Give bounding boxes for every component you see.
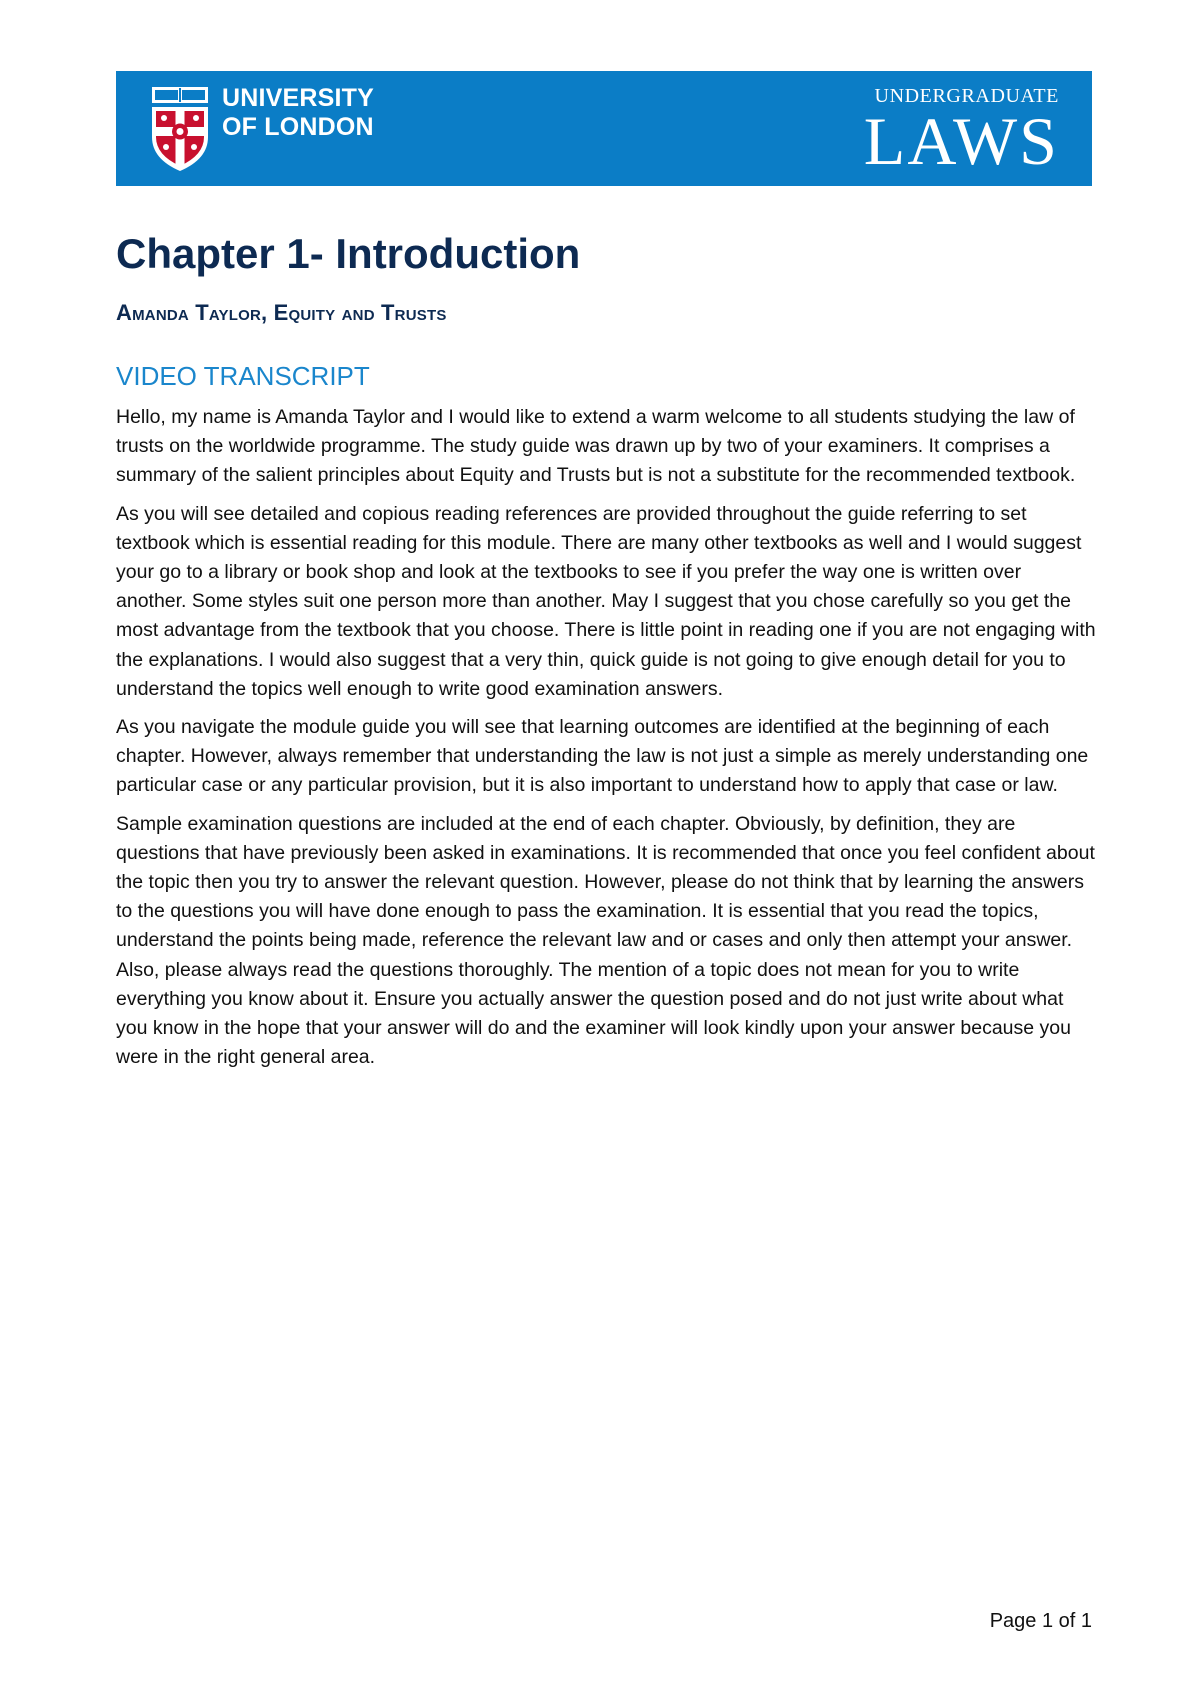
- university-crest-icon: [148, 85, 212, 173]
- transcript-paragraph: Hello, my name is Amanda Taylor and I would like to extend a warm welcome to all students studying the law of trusts on the worldwide programme. The study guide was drawn up by two of your examiners. It comprises a summary of the salient principles about Equity and Trusts but is not a substitute for the recommended textbook.: [116, 406, 1076, 487]
- university-logo-text: [222, 84, 374, 142]
- author-subtitle: Amanda Taylor, Equity and Trusts: [116, 300, 447, 325]
- section-heading: VIDEO TRANSCRIPT: [116, 361, 370, 391]
- page-number: Page 1 of 1: [989, 1610, 1092, 1632]
- university-name-line1: UNIVERSITY: [222, 84, 375, 112]
- university-name-line2: OF LONDON: [222, 113, 374, 141]
- header-banner: [116, 71, 1092, 186]
- transcript-paragraph: As you will see detailed and copious reading references are provided throughout the guide referring to set textbook which is essential reading for this module. There are many other textbooks as well and I would suggest your go to a library or book shop and look at the textbooks to see if you prefer the way one is written over another. Some styles suit one person more than another. May I suggest that you chose carefully so you get the most advantage from the textbook that you choose. There is little point in reading one if you are not engaging with the explanations. I would also suggest that a very thin, quick guide is not going to give enough detail for you to understand the topics well enough to write good examination answers.: [116, 502, 1096, 700]
- programme-label-small: UNDERGRADUATE: [874, 85, 1059, 107]
- transcript-paragraph: As you navigate the module guide you will see that learning outcomes are identified at the beginning of each chapter. However, always remember that understanding the law is not just a simple as merely understanding one particular case or any particular provision, but it is also important to understand how to apply that case or law.: [116, 716, 1089, 797]
- chapter-title: Chapter 1- Introduction: [116, 230, 581, 277]
- transcript-paragraph: Sample examination questions are included at the end of each chapter. Obviously, by definition, they are questions that have previously been asked in examinations. It is recommended that once you feel confident about the topic then you try to answer the relevant question. However, please do not think that by learning the answers to the questions you will have done enough to pass the examination. It is essential that you read the topics, understand the points being made, reference the relevant law and or cases and only then attempt your answer. Also, please always read the questions thoroughly. The mention of a topic does not mean for you to write everything you know about it. Ensure you actually answer the question posed and do not just write about what you know in the hope that your answer will do and the examiner will look kindly upon your answer because you were in the right general area.: [116, 812, 1095, 1069]
- transcript-body: [116, 403, 1096, 1081]
- programme-label-large: LAWS: [863, 103, 1059, 179]
